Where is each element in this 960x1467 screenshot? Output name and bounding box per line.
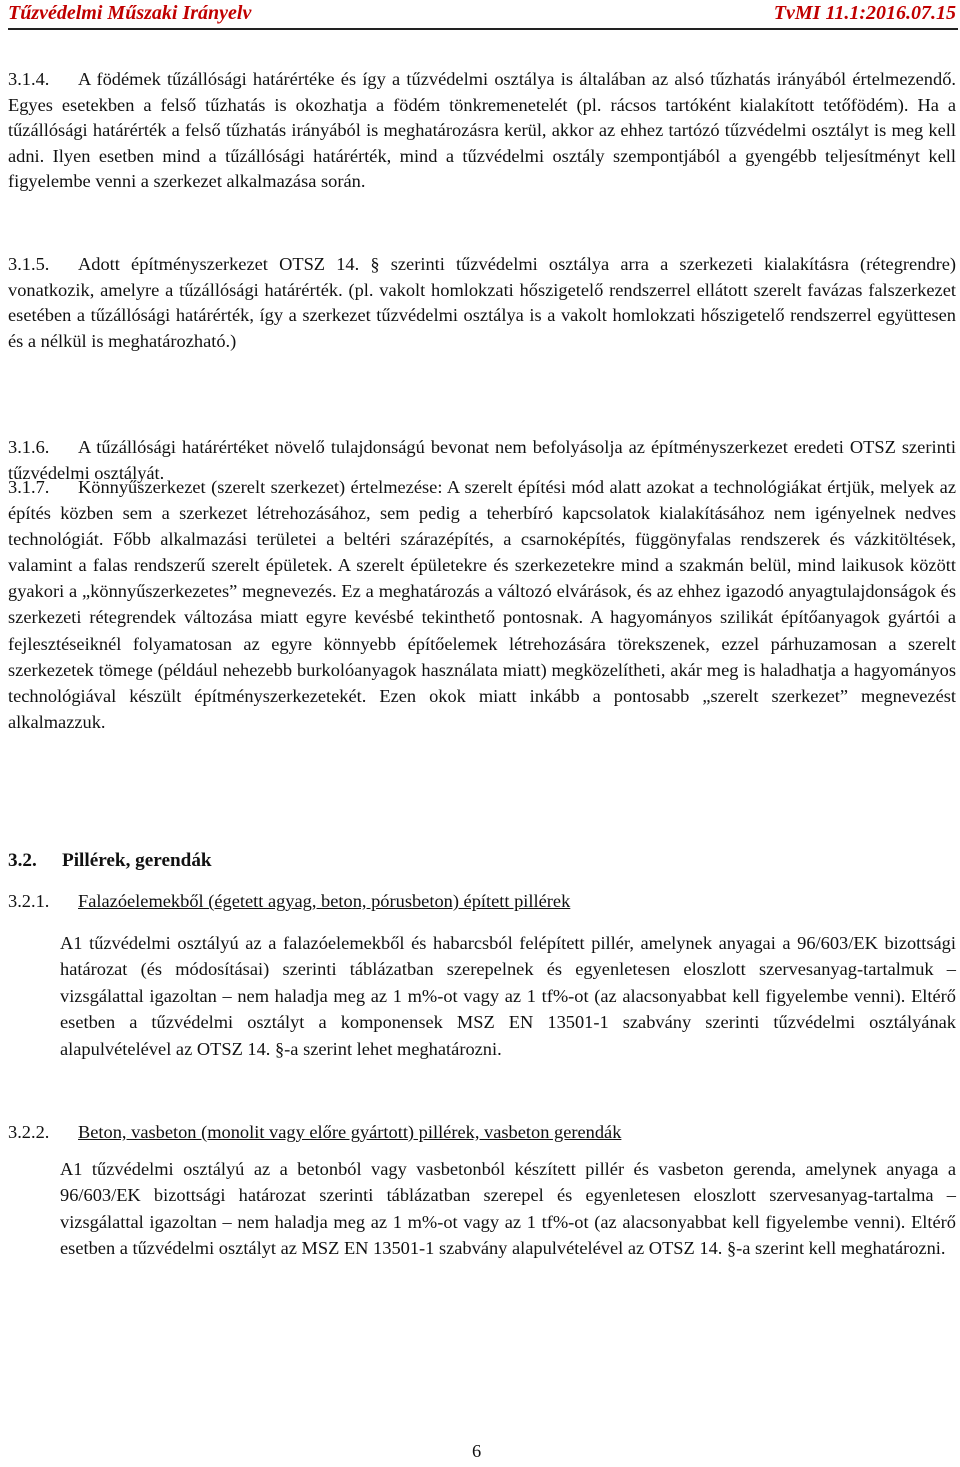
section-heading <box>8 850 212 872</box>
paragraph-text: A födémek tűzállósági határértéke és így a tűzvédelmi osztálya is általában az alsó tűzhatás irányából értelmezendő. Egyes esetekben a felső tűzhatás is okozhatja a födém tönkremenetelét (pl. rácsos tartóként kialakított tetőfödém). Ha a tűzállósági határérték a felső tűzhatás irányából is meghatározásra kerül, akkor az ehhez tartózó tűzvédelmi osztályt is meg kell adni. Ilyen esetben mind a tűzállósági határérték, mind a tűzvédelmi osztály szempontjából a gyengébb teljesítményt kell figyelembe venni a szerkezet alkalmazása során. <box>8 69 956 192</box>
subsection-body-3-2-2 <box>60 1156 956 1262</box>
paragraph-text: A1 tűzvédelmi osztályú az a betonból vagy vasbetonból készített pillér és vasbeton gerenda, amelynek anyaga a 96/603/EK bizottsági határozat szerinti táblázatban szerepel és egyenletesen eloszlott szervesanyag-tartalma – vizsgálattal igazoltan – nem haladja meg az 1 m%-ot vagy az 1 tf%-ot (az alacsonyabbat kell figyelembe venni). Eltérő esetben a tűzvédelmi osztályt az MSZ EN 13501-1 szabvány alapulvételével az OTSZ 14. §-a szerint kell meghatározni. <box>60 1159 956 1259</box>
paragraph-number: 3.1.6. <box>8 437 50 457</box>
section-number: 3.2. <box>8 850 37 871</box>
paragraph-number: 3.1.4. <box>8 69 50 89</box>
section-title: Pillérek, gerendák <box>62 850 212 871</box>
subsection-heading-3-2-1 <box>8 891 570 912</box>
paragraph-text: Könnyűszerkezet (szerelt szerkezet) értelmezése: A szerelt építési mód alatt azokat a technológiákat értjük, melyek az építés közben sem a szerkezet létrehozásához, sem pedig a teherbíró kapcsolatok kialakításához nem igényelnek nedves technológiát. Főbb alkalmazási területei a beltéri szárazépítés, a csarnoképítés, függönyfalas rendszerek és vázkitöltések, valamint a falas rendszerű szerelt épületek. A szerelt épületekre és szerkezetekre mind a szakmán belül, mind laikusok között gyakori a „könnyűszerkezetes” megnevezés. Ez a meghatározás a változó elvárások, és az ehhez igazodó anyagtulajdonságok és szerkezeti rétegrendek változása miatt egyre kevésbé tekinthető pontosnak. A hagyományos szilikát építőanyagok gyártói a fejlesztéseiknél folyamatosan az egyre könnyebb építőelemek létrehozására törekszenek, ezzel párhuzamosan a szerelt szerkezetek tömege (például nehezebb burkolóanyagok használata miatt) megközelítheti, akár meg is haladhatja a hagyományos technológiával készült építményszerkezetekét. Ezen okok miatt inkább a pontosabb „szerelt szerkezet” megnevezést alkalmazzuk. <box>8 477 956 732</box>
paragraph-3-1-7 <box>8 474 956 735</box>
paragraph-number: 3.1.7. <box>8 477 50 497</box>
page-number: 6 <box>472 1441 482 1461</box>
paragraph-text: Adott építményszerkezet OTSZ 14. § szerinti tűzvédelmi osztálya arra a szerkezeti kialakításra (rétegrendre) vonatkozik, amelyre a tűzállósági határérték. (pl. vakolt homlokzati hőszigetelő rendszerrel ellátott szerelt favázas falszerkezet esetében a tűzállósági határérték, így a szerkezet tűzvédelmi osztálya is a vakolt homlokzati hőszigetelő rendszerrel együttesen és a nélkül is meghatározható.) <box>8 254 956 351</box>
paragraph-3-1-4 <box>8 67 956 195</box>
subsection-title: Beton, vasbeton (monolit vagy előre gyártott) pillérek, vasbeton gerendák <box>78 1122 622 1142</box>
page-header <box>8 0 958 30</box>
document-title: Tűzvédelmi Műszaki Irányelv <box>8 2 252 24</box>
document-code: TvMI 11.1:2016.07.15 <box>773 2 956 24</box>
subsection-title: Falazóelemekből (égetett agyag, beton, pórusbeton) épített pillérek <box>78 891 571 911</box>
paragraph-3-1-5 <box>8 252 956 354</box>
paragraph-text: A tűzállósági határértéket növelő tulajdonságú bevonat nem befolyásolja az építményszerkezet eredeti OTSZ szerinti tűzvédelmi osztályát. <box>8 437 956 483</box>
paragraph-text: A1 tűzvédelmi osztályú az a falazóelemekből és habarcsból felépített pillér, amelynek anyagai a 96/603/EK bizottsági határozat (és módosításai) szerinti táblázatban szerepelnek és egyenletesen eloszlott szervesanyag-tartalmuk – vizsgálattal igazoltan – nem haladja meg az 1 m%-ot vagy az 1 tf%-ot (az alacsonyabbat kell figyelembe venni). Eltérő esetben a tűzvédelmi osztályt a komponensek MSZ EN 13501-1 szabvány szerinti tűzvédelmi osztályának alapulvételével az OTSZ 14. §-a szerint lehet meghatározni. <box>60 933 956 1059</box>
subsection-number: 3.2.1. <box>8 891 50 911</box>
subsection-body-3-2-1 <box>60 930 956 1062</box>
subsection-number: 3.2.2. <box>8 1122 50 1142</box>
subsection-heading-3-2-2 <box>8 1122 621 1143</box>
paragraph-number: 3.1.5. <box>8 254 50 274</box>
